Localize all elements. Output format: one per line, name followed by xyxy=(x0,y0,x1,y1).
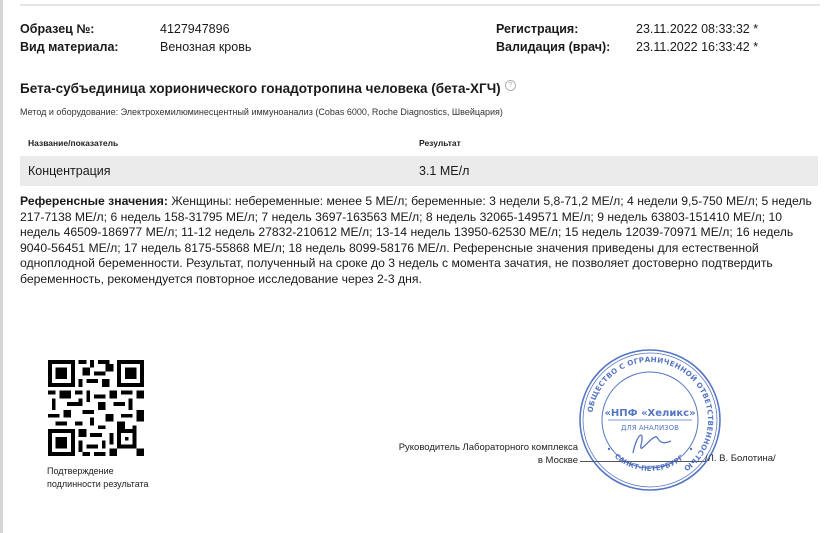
validation-row xyxy=(496,38,758,56)
test-title-text: Бета-субъединица хорионического гонадотропина человека (бета-ХГЧ) xyxy=(20,81,501,96)
sample-number-label: Образец №: xyxy=(20,22,95,36)
test-title xyxy=(20,81,516,96)
svg-text:«НПФ «Хеликс»: «НПФ «Хеликс» xyxy=(604,408,696,419)
material-type-label: Вид материала: xyxy=(20,40,119,54)
qr-caption-line2: подлинности результата xyxy=(47,479,149,489)
svg-text:ОБЩЕСТВО С ОГРАНИЧЕННОЙ ОТВЕТС: ОБЩЕСТВО С ОГРАНИЧЕННОЙ ОТВЕТСТВЕННОСТЬЮ xyxy=(585,354,716,474)
dates-info xyxy=(496,20,758,56)
material-type-value: Венозная кровь xyxy=(160,40,252,54)
validation-value: 23.11.2022 16:33:42 * xyxy=(636,40,759,54)
signer-name: /Л. В. Болотина/ xyxy=(705,453,776,464)
sample-info xyxy=(20,20,251,56)
result-value: 3.1 МЕ/л xyxy=(419,164,470,178)
sample-number-row xyxy=(20,20,251,38)
table-row xyxy=(20,156,818,186)
validation-label: Валидация (врач): xyxy=(496,40,611,54)
reference-values xyxy=(20,194,820,288)
reference-text: Женщины: небеременные: менее 5 МЕ/л; беременные: 3 недели 5,8-71,2 МЕ/л; 4 недели 9,5-750 МЕ/л; 5 недель 217-7138 МЕ/л; 6 недель 158-31795 МЕ/л; 7 недель 3697-163563 МЕ/л; 8 недель 32065-149571 МЕ/л; 9 недель 63803-151410 МЕ/л; 10 недель 46509-186977 МЕ/л; 11-12 недель 27832-210612 МЕ/л; 13-14 недель 13950-62530 МЕ/л; 15 недель 12039-70971 МЕ/л; 16 недель 9040-56451 МЕ/л; 17 недель 8175-55868 МЕ/л; 18 недель 8099-58176 МЕ/л. Референсные значения приведены для естественной одноплодной беременности. Результат, полученный на сроке до 3 недель с момента зачатия, не позволяет достоверно подтвердить беременность, рекомендуется повторное исследование через 2-3 дня. xyxy=(20,194,812,286)
qr-code-icon[interactable] xyxy=(48,360,144,456)
qr-caption-line1: Подтверждение xyxy=(47,466,114,476)
top-divider xyxy=(20,4,820,6)
registration-value: 23.11.2022 08:33:32 * xyxy=(636,22,759,36)
signer-role-line2: в Москве xyxy=(537,455,578,466)
result-name: Концентрация xyxy=(28,164,111,178)
signer-role xyxy=(370,441,578,467)
method-text: Метод и оборудование: Электрохемилюминесцентный иммуноанализ (Cobas 6000, Roche Diagnostics, Швейцария) xyxy=(20,107,503,117)
column-header-result: Результат xyxy=(419,138,461,148)
help-icon[interactable]: ? xyxy=(505,80,516,91)
registration-row xyxy=(496,20,758,38)
material-type-row xyxy=(20,38,251,56)
registration-label: Регистрация: xyxy=(496,22,579,36)
svg-text:ДЛЯ АНАЛИЗОВ: ДЛЯ АНАЛИЗОВ xyxy=(621,424,679,432)
page-left-edge xyxy=(0,0,3,533)
qr-caption xyxy=(47,465,149,491)
column-header-name: Название/показатель xyxy=(28,138,119,148)
company-stamp-icon xyxy=(575,345,725,495)
reference-label: Референсные значения: xyxy=(20,194,168,208)
signer-role-line1: Руководитель Лабораторного комплекса xyxy=(398,442,578,453)
svg-text:САНКТ-ПЕТЕРБУРГ: САНКТ-ПЕТЕРБУРГ xyxy=(612,452,686,473)
sample-number-value: 4127947896 xyxy=(160,22,230,36)
